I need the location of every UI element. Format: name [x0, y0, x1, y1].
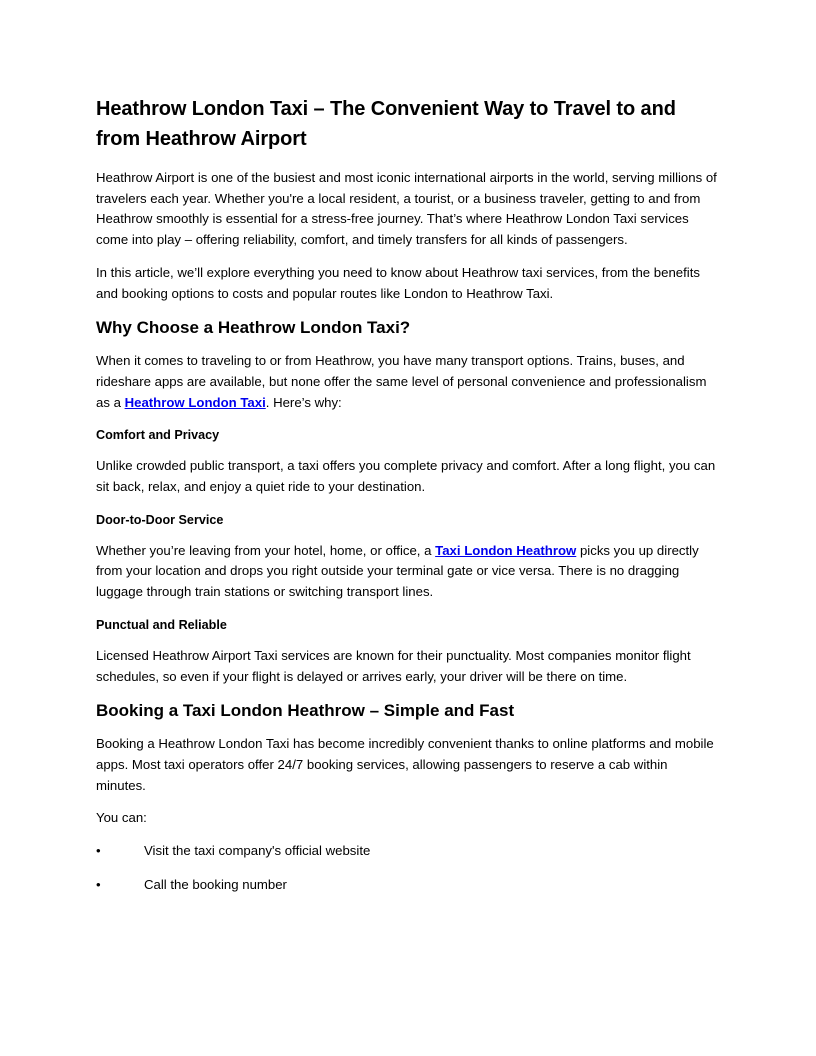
bullet-icon: • [96, 843, 101, 859]
booking-options-list [96, 841, 720, 895]
why-choose-paragraph [96, 351, 720, 413]
booking-heading: Booking a Taxi London Heathrow – Simple and Fast [96, 701, 515, 721]
comfort-privacy-heading: Comfort and Privacy [96, 428, 220, 443]
why-text-before: When it comes to traveling to or from Heathrow, you have many transport options. Trains, buses, and rideshare apps are available, but none offer the same level of personal convenience and professionalism as a [96, 353, 707, 410]
door-text-after: picks you up directly from your location and drops you right outside your terminal gate or vice versa. There is no dragging luggage through train stations or switching transport lines. [96, 542, 699, 600]
booking-paragraph: Booking a Heathrow London Taxi has become incredibly convenient thanks to online platforms and mobile apps. Most taxi operators offer 24/7 booking services, allowing passengers to reserve a cab within minutes. [96, 736, 714, 793]
list-item-text: Visit the taxi company's official website [144, 843, 371, 859]
taxi-london-heathrow-link[interactable]: Taxi London Heathrow [435, 542, 577, 558]
door-to-door-text [96, 541, 720, 603]
comfort-privacy-text: Unlike crowded public transport, a taxi offers you complete privacy and comfort. After a long flight, you can sit back, relax, and enjoy a quiet ride to your destination. [96, 458, 716, 495]
punctual-reliable-heading: Punctual and Reliable [96, 617, 227, 632]
punctual-reliable-text: Licensed Heathrow Airport Taxi services are known for their punctuality. Most companies monitor flight schedules, so even if your flight is delayed or arrives early, your driver will be there on time. [96, 647, 691, 684]
why-text-after: . Here’s why: [265, 394, 342, 410]
intro-paragraph-2: In this article, we’ll explore everything you need to know about Heathrow taxi services, from the benefits and booking options to costs and popular routes like London to Heathrow Taxi. [96, 264, 700, 301]
you-can-text: You can: [96, 810, 147, 826]
document-page [96, 94, 720, 908]
list-item-text: Call the booking number [144, 876, 287, 892]
page-title: Heathrow London Taxi – The Convenient Way to Travel to and from Heathrow Airport [96, 98, 676, 150]
list-item [96, 875, 720, 896]
intro-paragraph-1: Heathrow Airport is one of the busiest and most iconic international airports in the world, serving millions of travelers each year. Whether you're a local resident, a tourist, or a business traveler, getting to and from Heathrow smoothly is essential for a stress-free journey. That’s where Heathrow London Taxi services come into play – offering reliability, comfort, and timely transfers for all kinds of passengers. [96, 170, 717, 248]
why-choose-heading: Why Choose a Heathrow London Taxi? [96, 318, 411, 338]
door-text-before: Whether you’re leaving from your hotel, home, or office, a [96, 542, 436, 558]
bullet-icon: • [96, 876, 101, 892]
list-item [96, 841, 720, 862]
heathrow-london-taxi-link[interactable]: Heathrow London Taxi [124, 394, 266, 410]
door-to-door-heading: Door-to-Door Service [96, 512, 224, 527]
